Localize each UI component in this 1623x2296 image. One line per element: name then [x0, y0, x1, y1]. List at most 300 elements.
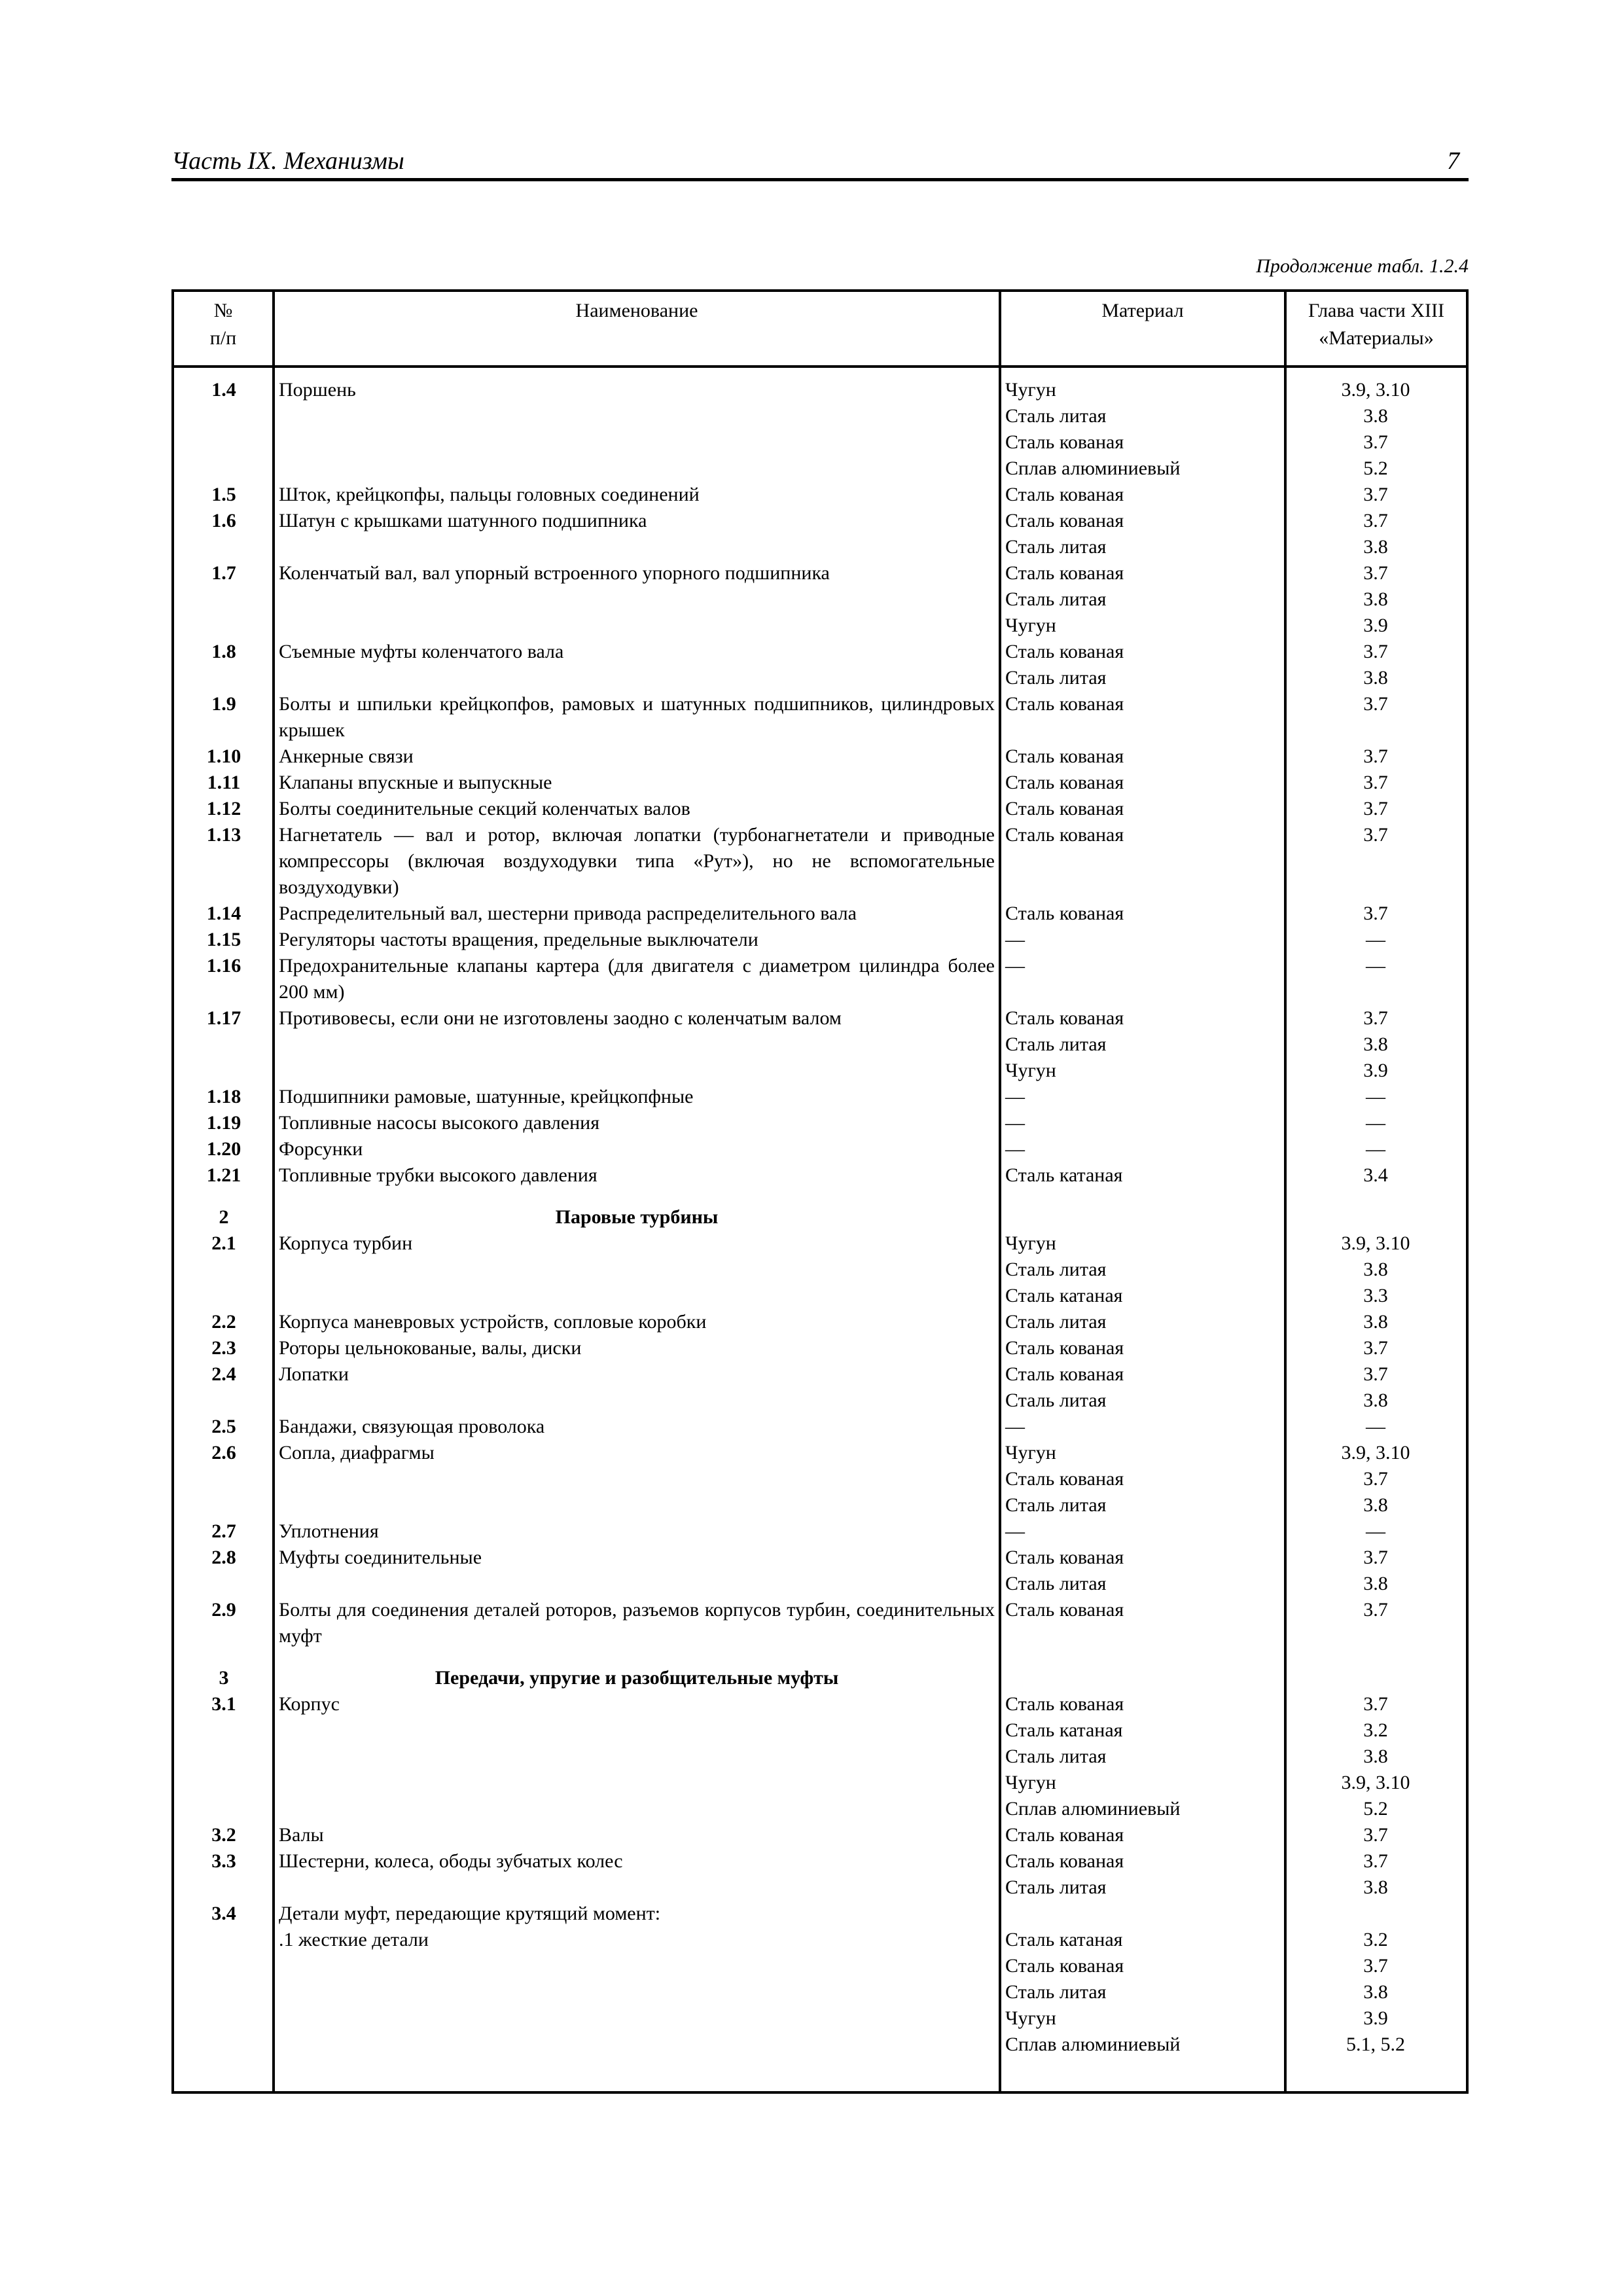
- cell-material: [1000, 1665, 1285, 1691]
- cell-material: Сталь катаная: [1005, 1285, 1123, 1306]
- cell-name: Валы: [279, 1824, 324, 1846]
- table-row: [174, 1691, 1466, 1717]
- cell-num: [174, 1257, 274, 1283]
- cell-material: Сталь кованая: [1005, 1955, 1124, 1977]
- page-number: 7: [1447, 147, 1459, 175]
- cell-num: 2.6: [211, 1442, 236, 1463]
- cell-num: 1.15: [206, 929, 241, 950]
- table-row: [174, 1058, 1466, 1084]
- cell-material: Сталь кованая: [1005, 1693, 1124, 1715]
- cell-material: Сталь литая: [1005, 1390, 1107, 1411]
- cell-chapter: 3.7: [1363, 824, 1388, 846]
- cell-chapter: 5.2: [1363, 457, 1388, 479]
- cell-material: Чугун: [1005, 379, 1056, 401]
- cell-section-title: Паровые турбины: [555, 1206, 719, 1228]
- cell-material: Сплав алюминиевый: [1005, 457, 1181, 479]
- cell-num: 3.4: [211, 1903, 236, 1924]
- cell-material: Сплав алюминиевый: [1005, 2034, 1181, 2055]
- table-row: [174, 2005, 1466, 2032]
- table-row: [174, 901, 1466, 927]
- cell-name: [274, 1492, 1000, 1518]
- cell-name: Шестерни, колеса, ободы зубчатых колес: [279, 1850, 623, 1872]
- cell-material: Чугун: [1005, 615, 1056, 636]
- cell-chapter: 3.8: [1363, 1746, 1388, 1767]
- cell-material: Сталь кованая: [1005, 693, 1124, 715]
- table-row: [174, 1084, 1466, 1110]
- cell-num: 3.2: [211, 1824, 236, 1846]
- materials-table: [171, 289, 1469, 2094]
- cell-chapter: 5.2: [1363, 1798, 1388, 1820]
- header-num-line1: №: [213, 300, 233, 321]
- cell-num: [174, 534, 274, 560]
- cell-material: Чугун: [1005, 1772, 1056, 1793]
- cell-name: .1 жесткие детали: [279, 1929, 429, 1950]
- cell-chapter: —: [1366, 1416, 1385, 1437]
- cell-num: 2.7: [211, 1520, 236, 1542]
- cell-num: [174, 403, 274, 429]
- cell-num: 1.4: [211, 379, 236, 401]
- header-rule: [171, 178, 1469, 181]
- cell-chapter: 3.7: [1363, 1824, 1388, 1846]
- cell-material: Сталь кованая: [1005, 1337, 1124, 1359]
- row-gap: [174, 1649, 1466, 1665]
- cell-name: Роторы цельнокованые, валы, диски: [279, 1337, 582, 1359]
- cell-name: [274, 1257, 1000, 1283]
- cell-material: Сталь литая: [1005, 588, 1107, 610]
- cell-num: 1.18: [206, 1086, 241, 1107]
- cell-name: Съемные муфты коленчатого вала: [279, 641, 564, 662]
- table-row: [174, 586, 1466, 613]
- cell-name: Топливные насосы высокого давления: [279, 1112, 600, 1134]
- cell-num: 1.7: [211, 562, 236, 584]
- cell-chapter: 3.7: [1363, 693, 1388, 715]
- cell-material: Сталь катаная: [1005, 1719, 1123, 1741]
- cell-num: [174, 1979, 274, 2005]
- cell-chapter: 3.8: [1363, 1390, 1388, 1411]
- cell-num: [174, 1717, 274, 1744]
- cell-name: [274, 2032, 1000, 2058]
- cell-material: Сталь литая: [1005, 405, 1107, 427]
- cell-num: [174, 1571, 274, 1597]
- table-row: [174, 1414, 1466, 1440]
- table-row: [174, 1162, 1466, 1189]
- cell-num: 2.2: [211, 1311, 236, 1333]
- cell-chapter: 3.7: [1363, 1693, 1388, 1715]
- header-num: [174, 297, 272, 352]
- table-row: [174, 1388, 1466, 1414]
- cell-material: Сталь кованая: [1005, 824, 1124, 846]
- cell-num: [174, 1466, 274, 1492]
- header-num-line2: п/п: [209, 327, 237, 349]
- table-row: [174, 1518, 1466, 1545]
- table-row: [174, 403, 1466, 429]
- cell-chapter: [1285, 1901, 1466, 1927]
- cell-chapter: 3.9: [1363, 615, 1388, 636]
- cell-num: 1.13: [206, 824, 241, 846]
- cell-num: 2.9: [211, 1599, 236, 1621]
- cell-name: [274, 1744, 1000, 1770]
- cell-num: [174, 1874, 274, 1901]
- cell-name: Шток, крейцкопфы, пальцы головных соединений: [279, 484, 700, 505]
- cell-material: Сталь кованая: [1005, 1599, 1124, 1621]
- table-row: [174, 1309, 1466, 1335]
- cell-material: Сталь кованая: [1005, 431, 1124, 453]
- table-row: [174, 613, 1466, 639]
- cell-chapter: [1285, 1204, 1466, 1230]
- page-title: Часть IX. Механизмы: [171, 147, 404, 175]
- cell-material: [1000, 1901, 1285, 1927]
- cell-chapter: 3.8: [1363, 1573, 1388, 1594]
- cell-chapter: —: [1366, 1520, 1385, 1542]
- cell-name: [274, 1717, 1000, 1744]
- cell-name: [274, 1796, 1000, 1822]
- cell-chapter: 3.7: [1363, 1363, 1388, 1385]
- header-name: Наименование: [575, 300, 698, 321]
- cell-num: 2.5: [211, 1416, 236, 1437]
- cell-name: Противовесы, если они не изготовлены заодно с коленчатым валом: [279, 1007, 842, 1029]
- cell-material: Сталь кованая: [1005, 1547, 1124, 1568]
- cell-material: Сталь катаная: [1005, 1164, 1123, 1186]
- cell-name: [274, 456, 1000, 482]
- cell-material: —: [1005, 1112, 1025, 1134]
- cell-name: Детали муфт, передающие крутящий момент:: [279, 1903, 661, 1924]
- cell-name: Нагнетатель — вал и ротор, включая лопатки (турбонагнетатели и приводные компрессоры (включая воздуходувки типа «Рут»), но не вспомогательные воздуходувки): [279, 824, 995, 898]
- table-row: [174, 822, 1466, 901]
- cell-chapter: 3.7: [1363, 745, 1388, 767]
- cell-num: [174, 2032, 274, 2058]
- cell-num: [174, 1492, 274, 1518]
- cell-chapter: —: [1366, 1138, 1385, 1160]
- table-row: [174, 1031, 1466, 1058]
- cell-chapter: 3.8: [1363, 1033, 1388, 1055]
- cell-chapter: 3.7: [1363, 562, 1388, 584]
- cell-chapter: 3.9, 3.10: [1341, 1232, 1410, 1254]
- cell-chapter: 3.9, 3.10: [1341, 379, 1410, 401]
- cell-name: Топливные трубки высокого давления: [279, 1164, 597, 1186]
- cell-chapter: 3.9: [1363, 2007, 1388, 2029]
- row-gap: [174, 1189, 1466, 1204]
- cell-chapter: 3.7: [1363, 772, 1388, 793]
- cell-name: Распределительный вал, шестерни привода распределительного вала: [279, 903, 857, 924]
- cell-material: [1000, 1204, 1285, 1230]
- cell-material: Сталь литая: [1005, 1573, 1107, 1594]
- cell-num: 2.8: [211, 1547, 236, 1568]
- table-row: [174, 1901, 1466, 1927]
- cell-name: [274, 1283, 1000, 1309]
- section-row: [174, 1665, 1466, 1691]
- page-header: [171, 145, 1469, 179]
- table-row: [174, 482, 1466, 508]
- cell-chapter: 3.7: [1363, 431, 1388, 453]
- cell-num: 3.3: [211, 1850, 236, 1872]
- cell-name: Корпуса турбин: [279, 1232, 413, 1254]
- cell-chapter: 3.7: [1363, 641, 1388, 662]
- cell-chapter: 3.7: [1363, 1850, 1388, 1872]
- table-row: [174, 1466, 1466, 1492]
- cell-chapter: 3.7: [1363, 484, 1388, 505]
- cell-num: 1.19: [206, 1112, 241, 1134]
- table-row: [174, 953, 1466, 1005]
- cell-chapter: 3.8: [1363, 667, 1388, 689]
- cell-name: Болты для соединения деталей роторов, разъемов корпусов турбин, соединительных муфт: [279, 1599, 995, 1647]
- cell-name: Сопла, диафрагмы: [279, 1442, 435, 1463]
- cell-name: [274, 1031, 1000, 1058]
- cell-chapter: —: [1366, 929, 1385, 950]
- cell-name: Болты и шпильки крейцкопфов, рамовых и шатунных подшипников, цилиндровых крышек: [279, 693, 995, 741]
- cell-name: [274, 1770, 1000, 1796]
- cell-material: —: [1005, 955, 1025, 977]
- table-row: [174, 665, 1466, 691]
- cell-chapter: 3.7: [1363, 1547, 1388, 1568]
- table-row: [174, 1874, 1466, 1901]
- table-body: [174, 377, 1466, 2058]
- table-row: [174, 1335, 1466, 1361]
- table-row: [174, 1770, 1466, 1796]
- cell-material: Сталь кованая: [1005, 641, 1124, 662]
- cell-name: Шатун с крышками шатунного подшипника: [279, 510, 647, 531]
- cell-num: 1.21: [206, 1164, 241, 1186]
- cell-name: Поршень: [279, 379, 356, 401]
- cell-num: [174, 2005, 274, 2032]
- cell-num: [174, 665, 274, 691]
- cell-material: Сталь литая: [1005, 1311, 1107, 1333]
- cell-chapter: 3.7: [1363, 903, 1388, 924]
- section-row: [174, 1204, 1466, 1230]
- cell-chapter: 3.3: [1363, 1285, 1388, 1306]
- cell-name: Муфты соединительные: [279, 1547, 482, 1568]
- cell-chapter: [1285, 1665, 1466, 1691]
- cell-name: Бандажи, связующая проволока: [279, 1416, 545, 1437]
- cell-name: [274, 1953, 1000, 1979]
- table-row: [174, 1848, 1466, 1874]
- cell-material: Сталь кованая: [1005, 484, 1124, 505]
- table-row: [174, 1136, 1466, 1162]
- cell-name: [274, 613, 1000, 639]
- cell-material: Сталь кованая: [1005, 1363, 1124, 1385]
- table-row: [174, 560, 1466, 586]
- cell-num: 1.16: [206, 955, 241, 977]
- cell-material: —: [1005, 1086, 1025, 1107]
- cell-name: Болты соединительные секций коленчатых валов: [279, 798, 690, 819]
- cell-chapter: 3.8: [1363, 1494, 1388, 1516]
- cell-chapter: 3.8: [1363, 1311, 1388, 1333]
- cell-name: [274, 429, 1000, 456]
- cell-material: Чугун: [1005, 1232, 1056, 1254]
- cell-num: 1.20: [206, 1138, 241, 1160]
- cell-name: [274, 1388, 1000, 1414]
- cell-material: Сталь кованая: [1005, 1468, 1124, 1490]
- cell-chapter: 3.9: [1363, 1060, 1388, 1081]
- cell-num: 3.1: [211, 1693, 236, 1715]
- cell-material: Сталь литая: [1005, 1494, 1107, 1516]
- cell-name: [274, 1058, 1000, 1084]
- table-row: [174, 508, 1466, 534]
- cell-material: Сталь кованая: [1005, 1824, 1124, 1846]
- cell-material: Сталь катаная: [1005, 1929, 1123, 1950]
- table-row: [174, 691, 1466, 744]
- table-row: [174, 639, 1466, 665]
- cell-chapter: 3.7: [1363, 1955, 1388, 1977]
- cell-name: Предохранительные клапаны картера (для двигателя с диаметром цилиндра более 200 мм): [279, 955, 995, 1003]
- cell-chapter: —: [1366, 955, 1385, 977]
- cell-num: [174, 586, 274, 613]
- table-row: [174, 377, 1466, 403]
- table-row: [174, 1230, 1466, 1257]
- cell-chapter: 3.7: [1363, 1337, 1388, 1359]
- cell-chapter: 3.8: [1363, 1981, 1388, 2003]
- cell-name: Корпус: [279, 1693, 340, 1715]
- table-row: [174, 1571, 1466, 1597]
- cell-material: Сталь литая: [1005, 667, 1107, 689]
- cell-num: [174, 456, 274, 482]
- table-row: [174, 1979, 1466, 2005]
- cell-material: Сталь литая: [1005, 1746, 1107, 1767]
- cell-num: [174, 1770, 274, 1796]
- cell-chapter: 3.8: [1363, 588, 1388, 610]
- cell-chapter: 3.2: [1363, 1719, 1388, 1741]
- cell-name: Уплотнения: [279, 1520, 379, 1542]
- table-row: [174, 1492, 1466, 1518]
- cell-name: [274, 1466, 1000, 1492]
- cell-num: [174, 429, 274, 456]
- cell-name: [274, 586, 1000, 613]
- table-row: [174, 770, 1466, 796]
- cell-num: 2: [219, 1206, 229, 1228]
- cell-num: 1.11: [207, 772, 241, 793]
- cell-name: [274, 1874, 1000, 1901]
- cell-name: Регуляторы частоты вращения, предельные выключатели: [279, 929, 758, 950]
- cell-material: Сталь кованая: [1005, 903, 1124, 924]
- table-row: [174, 1440, 1466, 1466]
- table-row: [174, 1361, 1466, 1388]
- table-row: [174, 1110, 1466, 1136]
- table-row: [174, 927, 1466, 953]
- cell-num: [174, 1031, 274, 1058]
- cell-name: Лопатки: [279, 1363, 349, 1385]
- cell-chapter: 3.8: [1363, 1876, 1388, 1898]
- table-row: [174, 796, 1466, 822]
- header-chapter: [1287, 297, 1466, 352]
- table-row: [174, 1597, 1466, 1649]
- cell-chapter: 3.7: [1363, 1007, 1388, 1029]
- cell-num: [174, 1796, 274, 1822]
- cell-num: [174, 613, 274, 639]
- table-row: [174, 1717, 1466, 1744]
- cell-name: [274, 1571, 1000, 1597]
- cell-material: Сталь литая: [1005, 1981, 1107, 2003]
- cell-name: Подшипники рамовые, шатунные, крейцкопфные: [279, 1086, 694, 1107]
- cell-material: —: [1005, 1416, 1025, 1437]
- cell-material: —: [1005, 1520, 1025, 1542]
- cell-material: Сталь литая: [1005, 536, 1107, 558]
- table-row: [174, 1953, 1466, 1979]
- table-row: [174, 1283, 1466, 1309]
- cell-num: 2.3: [211, 1337, 236, 1359]
- table-row: [174, 1545, 1466, 1571]
- cell-chapter: 3.7: [1363, 510, 1388, 531]
- header-chapter-line2: «Материалы»: [1319, 327, 1434, 349]
- table-row: [174, 1005, 1466, 1031]
- cell-num: 1.12: [206, 798, 241, 819]
- header-divider: [174, 365, 1466, 368]
- cell-num: [174, 1388, 274, 1414]
- cell-name: [274, 1979, 1000, 2005]
- cell-chapter: —: [1366, 1112, 1385, 1134]
- cell-name: Анкерные связи: [279, 745, 414, 767]
- cell-name: Клапаны впускные и выпускные: [279, 772, 552, 793]
- cell-num: 1.9: [211, 693, 236, 715]
- cell-chapter: 3.7: [1363, 1468, 1388, 1490]
- cell-material: Сталь кованая: [1005, 1850, 1124, 1872]
- cell-num: [174, 1927, 274, 1953]
- cell-num: 1.17: [206, 1007, 241, 1029]
- cell-section-title: Передачи, упругие и разобщительные муфты: [435, 1667, 839, 1689]
- cell-material: Чугун: [1005, 1060, 1056, 1081]
- cell-material: Сталь литая: [1005, 1876, 1107, 1898]
- cell-material: —: [1005, 1138, 1025, 1160]
- cell-chapter: 3.8: [1363, 536, 1388, 558]
- cell-chapter: 3.9, 3.10: [1341, 1442, 1410, 1463]
- cell-material: Чугун: [1005, 1442, 1056, 1463]
- cell-chapter: 3.7: [1363, 798, 1388, 819]
- cell-material: Сталь кованая: [1005, 745, 1124, 767]
- cell-num: 2.4: [211, 1363, 236, 1385]
- cell-name: Корпуса маневровых устройств, сопловые коробки: [279, 1311, 707, 1333]
- cell-chapter: 3.9, 3.10: [1341, 1772, 1410, 1793]
- cell-num: 2.1: [211, 1232, 236, 1254]
- cell-material: Сталь кованая: [1005, 772, 1124, 793]
- table-row: [174, 1927, 1466, 1953]
- table-row: [174, 744, 1466, 770]
- cell-name: Коленчатый вал, вал упорный встроенного упорного подшипника: [279, 562, 830, 584]
- cell-material: Сплав алюминиевый: [1005, 1798, 1181, 1820]
- cell-material: Сталь литая: [1005, 1259, 1107, 1280]
- cell-material: Сталь литая: [1005, 1033, 1107, 1055]
- cell-num: 1.14: [206, 903, 241, 924]
- cell-chapter: 3.8: [1363, 1259, 1388, 1280]
- cell-name: [274, 403, 1000, 429]
- cell-num: 1.10: [206, 745, 241, 767]
- table-row: [174, 2032, 1466, 2058]
- table-row: [174, 534, 1466, 560]
- cell-chapter: 3.2: [1363, 1929, 1388, 1950]
- cell-name: [274, 665, 1000, 691]
- cell-material: Сталь кованая: [1005, 1007, 1124, 1029]
- cell-num: [174, 1058, 274, 1084]
- table-row: [174, 1796, 1466, 1822]
- header-material: Материал: [1101, 300, 1184, 321]
- cell-material: Сталь кованая: [1005, 510, 1124, 531]
- cell-chapter: —: [1366, 1086, 1385, 1107]
- cell-chapter: 5.1, 5.2: [1346, 2034, 1405, 2055]
- cell-material: —: [1005, 929, 1025, 950]
- cell-num: 3: [219, 1667, 229, 1689]
- cell-num: [174, 1744, 274, 1770]
- cell-chapter: 3.4: [1363, 1164, 1388, 1186]
- cell-material: Чугун: [1005, 2007, 1056, 2029]
- cell-num: 1.6: [211, 510, 236, 531]
- table-row: [174, 1257, 1466, 1283]
- cell-num: 1.8: [211, 641, 236, 662]
- cell-material: Сталь кованая: [1005, 562, 1124, 584]
- table-row: [174, 1744, 1466, 1770]
- table-row: [174, 1822, 1466, 1848]
- cell-name: Форсунки: [279, 1138, 363, 1160]
- cell-num: [174, 1953, 274, 1979]
- cell-name: [274, 534, 1000, 560]
- header-chapter-line1: Глава части XIII: [1308, 300, 1444, 321]
- table-row: [174, 429, 1466, 456]
